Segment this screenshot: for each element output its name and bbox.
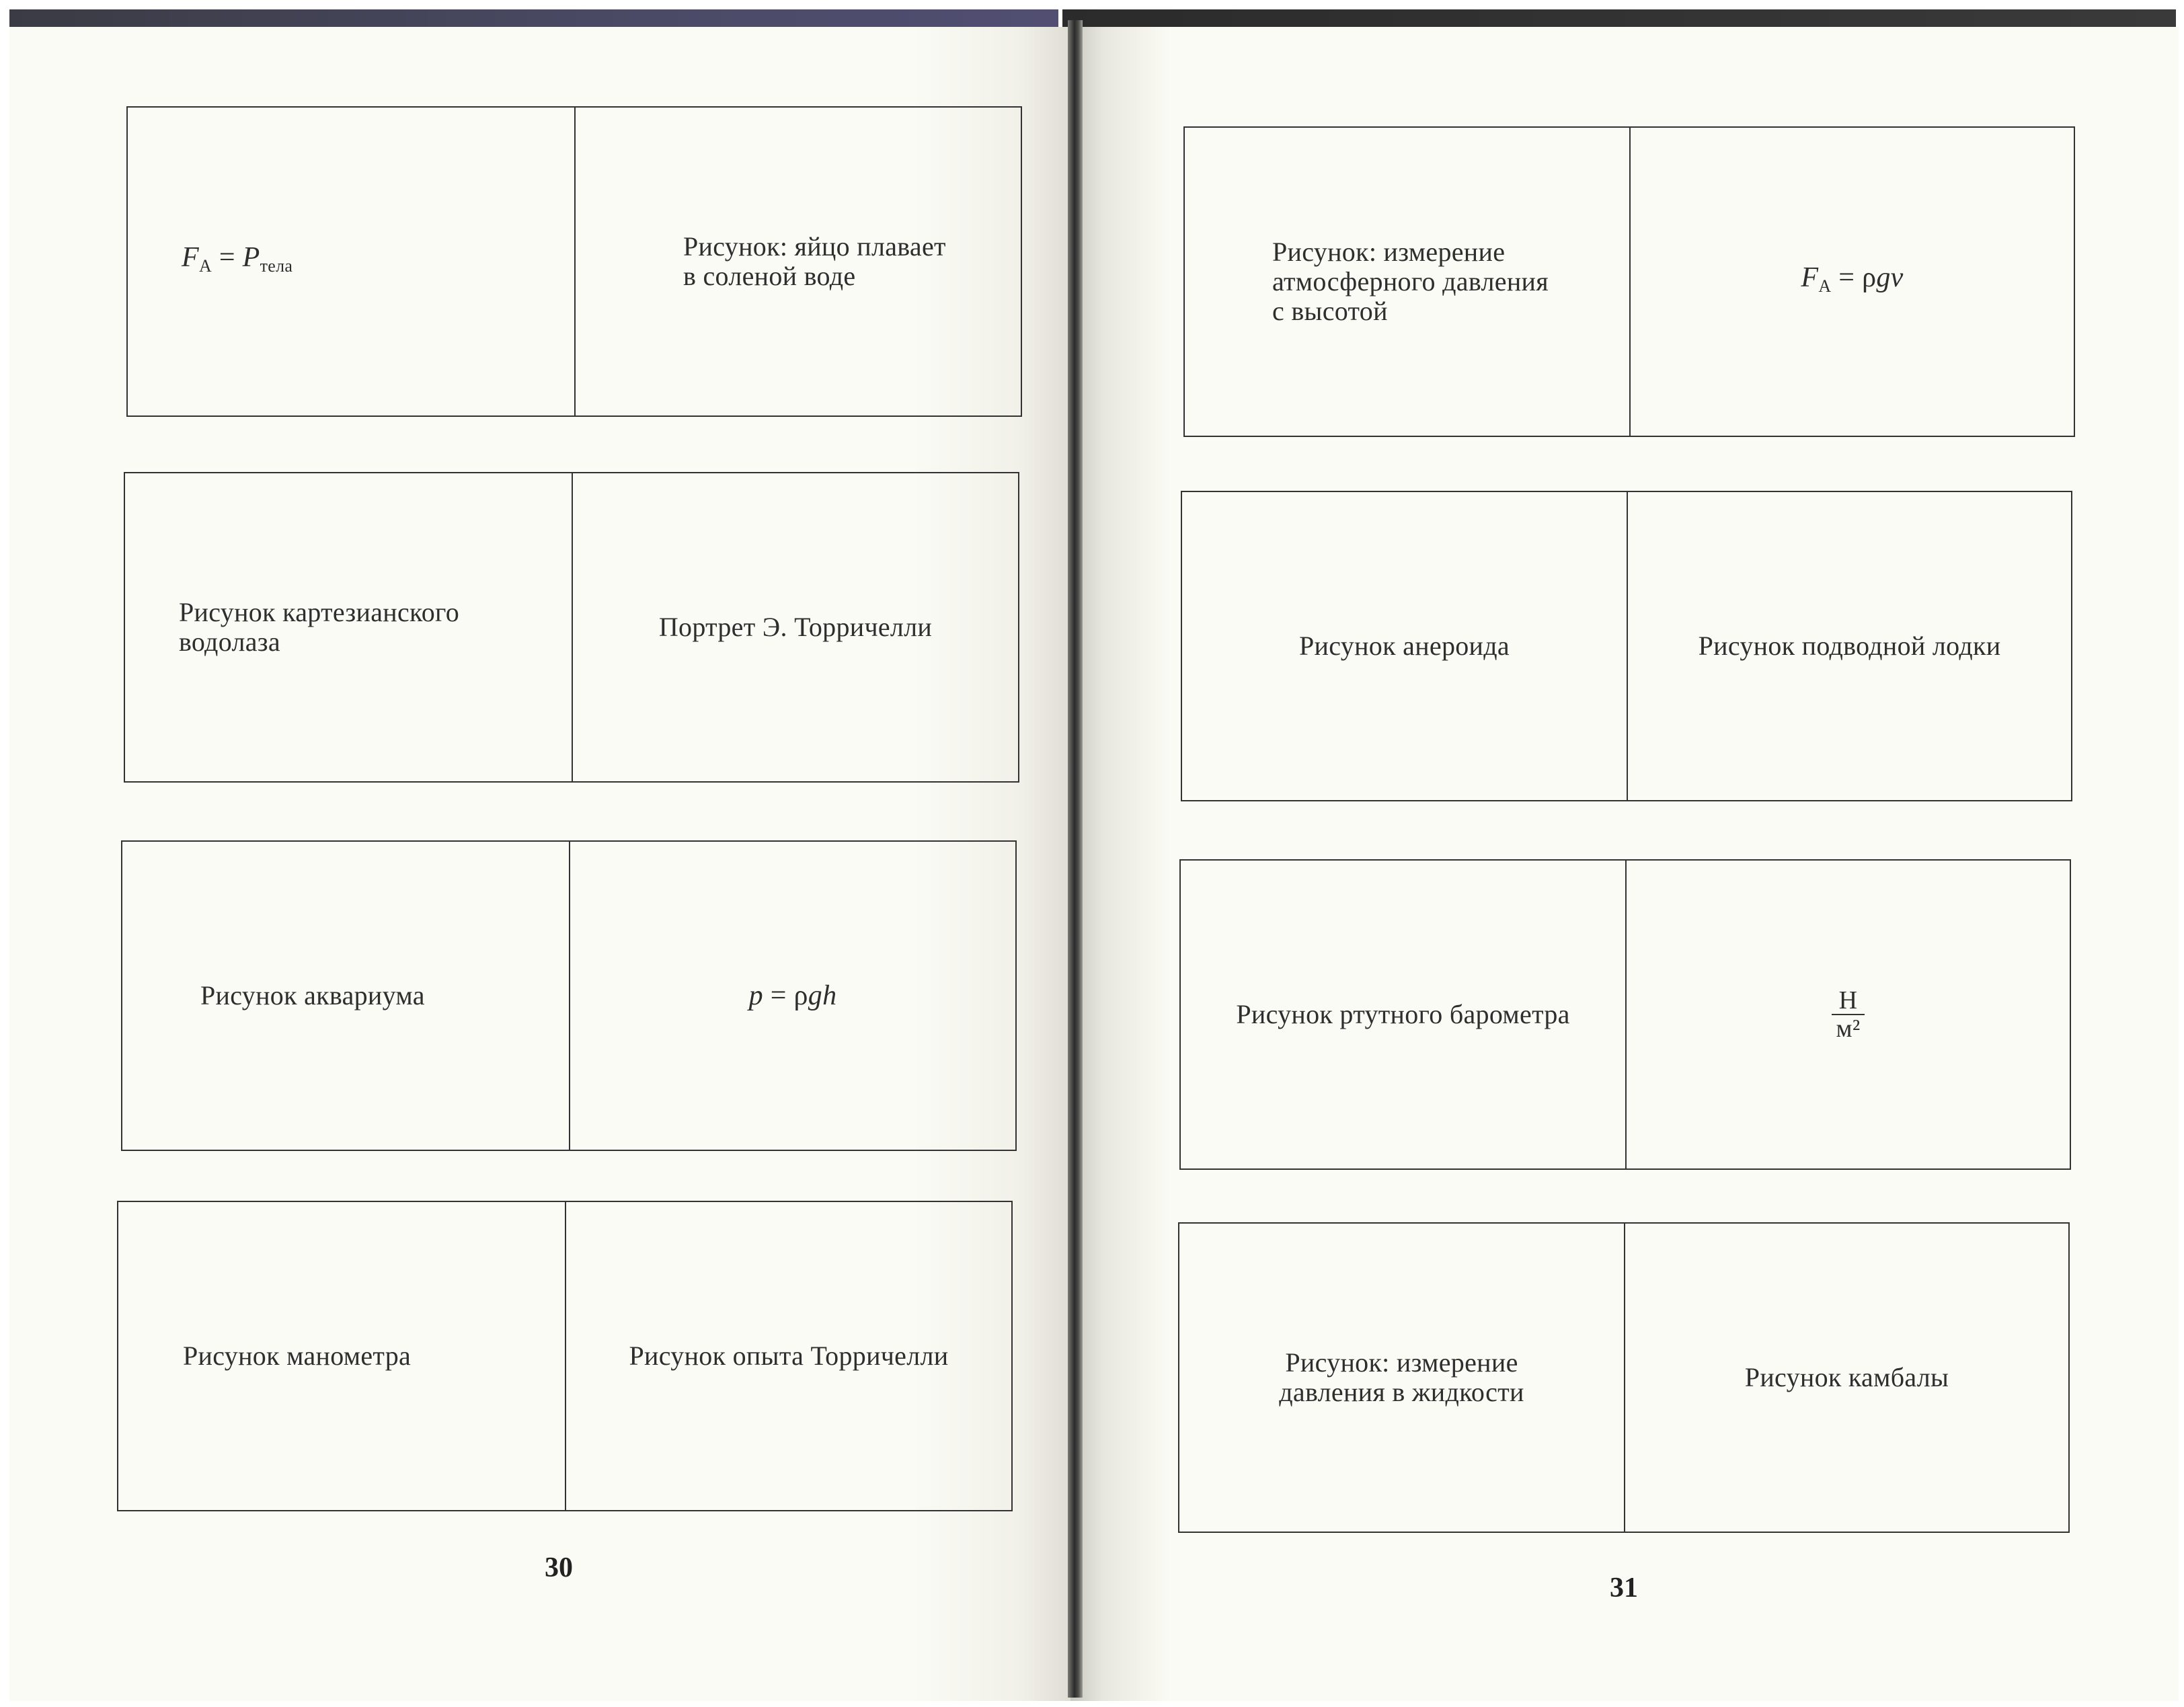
- card-3-left-text: Рисунок аквариума: [200, 980, 425, 1010]
- card-7-left-text: Рисунок ртутного барометра: [1236, 999, 1570, 1029]
- card-2-left-text: Рисунок картезианского водолаза: [179, 597, 460, 657]
- card-1-left-cell: [128, 108, 574, 415]
- book-spine-gutter: [1068, 20, 1083, 1698]
- card-3-right-cell: [569, 842, 1015, 1150]
- card-5-left-cell: [1185, 128, 1629, 436]
- formula-hydrostatic-pressure: p = ρgh: [748, 980, 837, 1011]
- page-number-left: 30: [545, 1552, 573, 1583]
- card-8-right-text: Рисунок камбалы: [1744, 1362, 1949, 1392]
- card-6-right-text: Рисунок подводной лодки: [1698, 631, 2001, 661]
- card-5-right-cell: [1629, 128, 2074, 436]
- card-3: [121, 840, 1017, 1151]
- formula-archimedes-float: $F_А = P_{тела}$: [182, 241, 293, 276]
- left-page: [9, 27, 1072, 1701]
- card-5: [1183, 126, 2075, 437]
- unit-pascal-fraction: $\frac{Н}{\text{м²}}$: [1832, 987, 1864, 1042]
- card-1: [126, 106, 1022, 417]
- card-8-right-cell: [1624, 1224, 2068, 1532]
- card-4-left-text: Рисунок манометра: [183, 1341, 412, 1371]
- card-5-left-text: Рисунок: измерение атмосферного давления с высотой: [1272, 237, 1549, 326]
- card-4-right-cell: [565, 1202, 1011, 1510]
- page-number-right: 31: [1610, 1573, 1638, 1603]
- card-7-left-cell: [1181, 861, 1625, 1168]
- card-2: [124, 472, 1019, 783]
- card-3-left-cell: [122, 842, 569, 1150]
- card-7: [1179, 859, 2071, 1170]
- card-8-left-cell: [1179, 1224, 1624, 1532]
- card-4-right-text: Рисунок опыта Торричелли: [629, 1341, 949, 1371]
- card-6-left-text: Рисунок анероида: [1299, 631, 1510, 661]
- card-1-right-cell: [574, 108, 1021, 415]
- card-1-right-text: Рисунок: яйцо плавает в соленой воде: [683, 231, 946, 291]
- card-2-right-text: Портрет Э. Торричелли: [658, 612, 933, 642]
- card-6-left-cell: [1182, 492, 1627, 800]
- card-2-left-cell: [125, 473, 572, 781]
- card-6-right-cell: [1627, 492, 2071, 800]
- card-7-right-cell: [1625, 861, 2070, 1168]
- card-2-right-cell: [572, 473, 1018, 781]
- card-6: [1181, 491, 2072, 801]
- card-8-left-text: Рисунок: измерение давления в жидкости: [1279, 1347, 1524, 1407]
- card-8: [1178, 1222, 2070, 1533]
- card-4-left-cell: [118, 1202, 565, 1510]
- formula-archimedes-force: $F_А = \rho gv$: [1801, 262, 1904, 296]
- card-4: [117, 1201, 1013, 1511]
- right-page: [1070, 27, 2179, 1701]
